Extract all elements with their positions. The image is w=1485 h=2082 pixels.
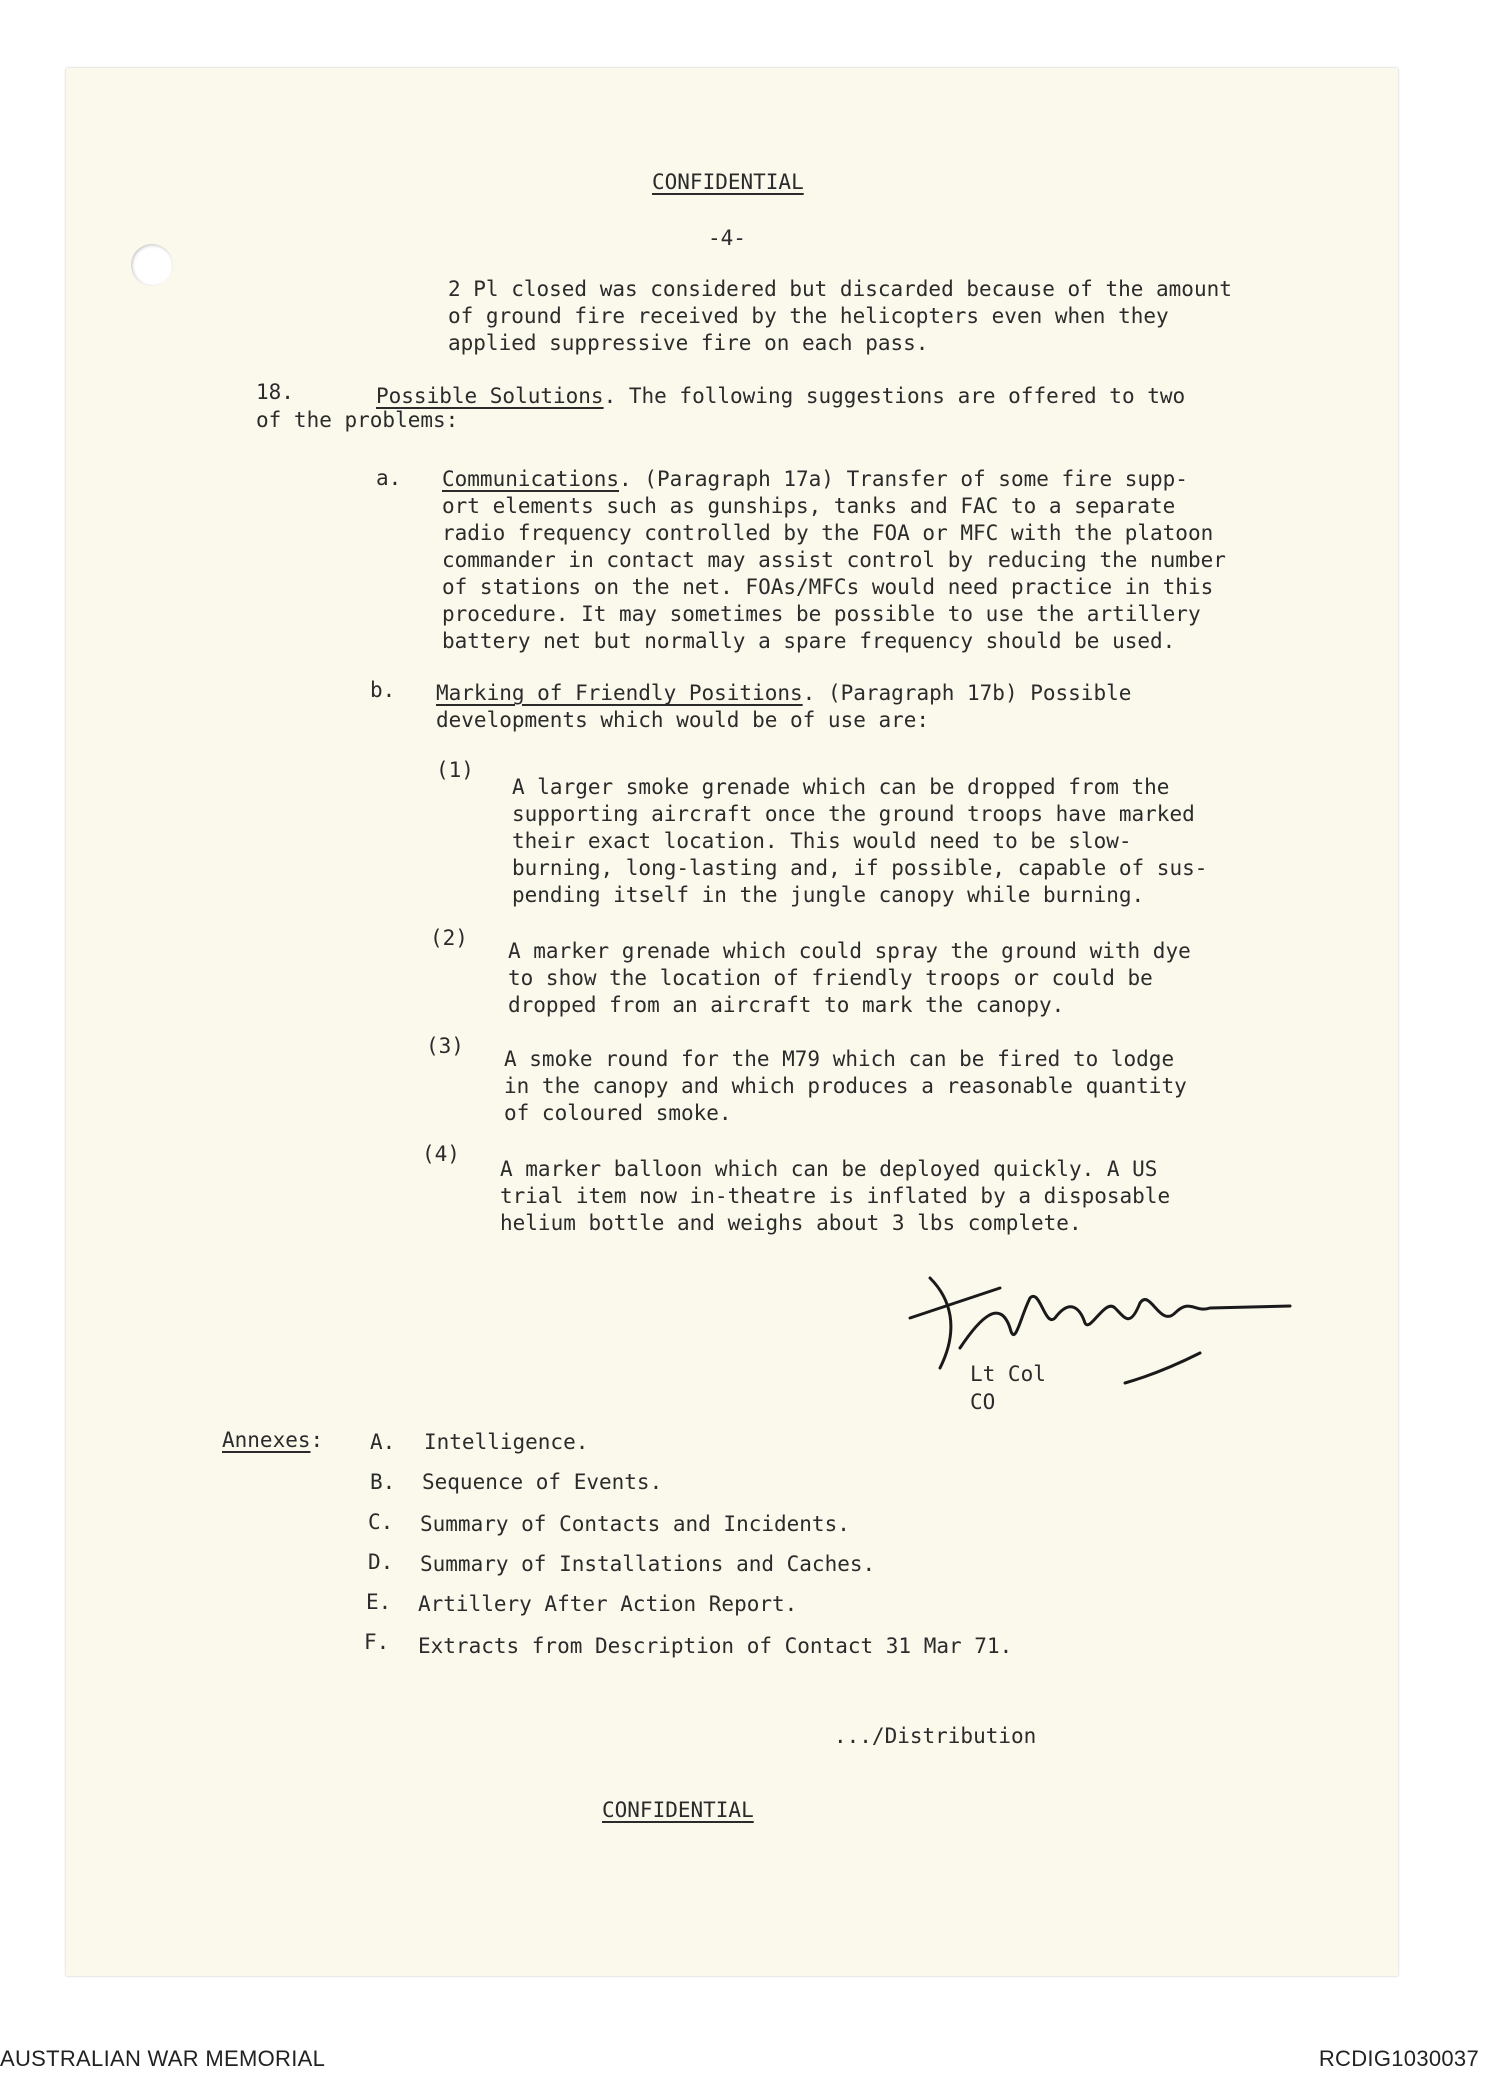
item-a-line: commander in contact may assist control by reducing the number (442, 548, 1226, 572)
item-b-text: . (Paragraph 17b) Possible (802, 681, 1132, 705)
intro-line: 2 Pl closed was considered but discarded because of the amount (448, 277, 1232, 301)
subitem-1-number: (1) (436, 758, 474, 782)
subitem-line: helium bottle and weighs about 3 lbs complete. (500, 1211, 1082, 1235)
item-a-line: battery net but normally a spare frequency should be used. (442, 629, 1176, 653)
section-number: 18. (256, 380, 294, 404)
annex-letter: D. (368, 1550, 394, 1574)
subitem-line: A marker balloon which can be deployed quickly. A US (500, 1157, 1158, 1181)
annex-letter: B. (370, 1470, 396, 1494)
item-b-title: Marking of Friendly Positions (436, 681, 803, 705)
classification-footer: CONFIDENTIAL (602, 1798, 754, 1822)
annex-letter: F. (364, 1630, 390, 1654)
subitem-line: of coloured smoke. (504, 1101, 732, 1125)
annex-title: Artillery After Action Report. (418, 1592, 798, 1616)
subitem-2-paragraph (508, 938, 1191, 1019)
subitem-3-paragraph (504, 1046, 1187, 1127)
subitem-2-number: (2) (430, 926, 468, 950)
intro-paragraph (448, 276, 1232, 357)
item-a-line: ort elements such as gunships, tanks and FAC to a separate (442, 494, 1176, 518)
subitem-4-number: (4) (422, 1142, 460, 1166)
subitem-4-paragraph (500, 1156, 1170, 1237)
item-a-text: . (Paragraph 17a) Transfer of some fire supp- (619, 467, 1188, 491)
item-a-line: radio frequency controlled by the FOA or MFC with the platoon (442, 521, 1214, 545)
subitem-line: burning, long-lasting and, if possible, capable of sus- (512, 856, 1208, 880)
annex-title: Summary of Installations and Caches. (420, 1552, 876, 1576)
subitem-line: pending itself in the jungle canopy while burning. (512, 883, 1145, 907)
subitem-line: trial item now in-theatre is inflated by a disposable (500, 1184, 1171, 1208)
section-text-line2: of the problems: (256, 408, 459, 432)
subitem-line: A marker grenade which could spray the ground with dye (508, 939, 1191, 963)
subitem-line: in the canopy and which produces a reasonable quantity (504, 1074, 1187, 1098)
annex-letter: A. (370, 1430, 396, 1454)
intro-line: of ground fire received by the helicopters even when they (448, 304, 1169, 328)
subitem-line: supporting aircraft once the ground troops have marked (512, 802, 1195, 826)
annex-title: Summary of Contacts and Incidents. (420, 1512, 850, 1536)
archive-source-label: AUSTRALIAN WAR MEMORIAL (0, 2046, 326, 2071)
subitem-1-paragraph (512, 774, 1207, 909)
punch-hole (131, 244, 173, 286)
section-title: Possible Solutions (376, 384, 604, 408)
subitem-line: A larger smoke grenade which can be dropped from the (512, 775, 1170, 799)
continuation-note: .../Distribution (834, 1724, 1037, 1748)
signatory-role: CO (970, 1390, 996, 1414)
item-a-paragraph (442, 466, 1226, 655)
classification-header: CONFIDENTIAL (652, 170, 804, 194)
item-a-line: of stations on the net. FOAs/MFCs would need practice in this (442, 575, 1214, 599)
annexes-label: Annexes: (222, 1428, 324, 1452)
subitem-line: A smoke round for the M79 which can be fired to lodge (504, 1047, 1175, 1071)
subitem-line: their exact location. This would need to be slow- (512, 829, 1132, 853)
section-text: . The following suggestions are offered to two (603, 384, 1186, 408)
item-b-line: developments which would be of use are: (436, 708, 930, 732)
item-a-letter: a. (376, 466, 402, 490)
item-a-line: procedure. It may sometimes be possible to use the artillery (442, 602, 1201, 626)
annex-letter: C. (368, 1510, 394, 1534)
subitem-3-number: (3) (426, 1034, 464, 1058)
item-a-title: Communications (442, 467, 620, 491)
annex-title: Sequence of Events. (422, 1470, 663, 1494)
item-b-paragraph (436, 680, 1131, 734)
signatory-rank: Lt Col (970, 1362, 1046, 1386)
subitem-line: to show the location of friendly troops or could be (508, 966, 1153, 990)
archive-item-id: RCDIG1030037 (1318, 2046, 1479, 2071)
annex-title: Intelligence. (424, 1430, 589, 1454)
intro-line: applied suppressive fire on each pass. (448, 331, 929, 355)
annex-title: Extracts from Description of Contact 31 Mar 71. (418, 1634, 1013, 1658)
page-number: -4- (708, 226, 746, 250)
subitem-line: dropped from an aircraft to mark the canopy. (508, 993, 1065, 1017)
annex-letter: E. (366, 1590, 392, 1614)
item-b-letter: b. (370, 678, 396, 702)
handwritten-signature (890, 1258, 1310, 1408)
section-heading (376, 382, 1185, 410)
